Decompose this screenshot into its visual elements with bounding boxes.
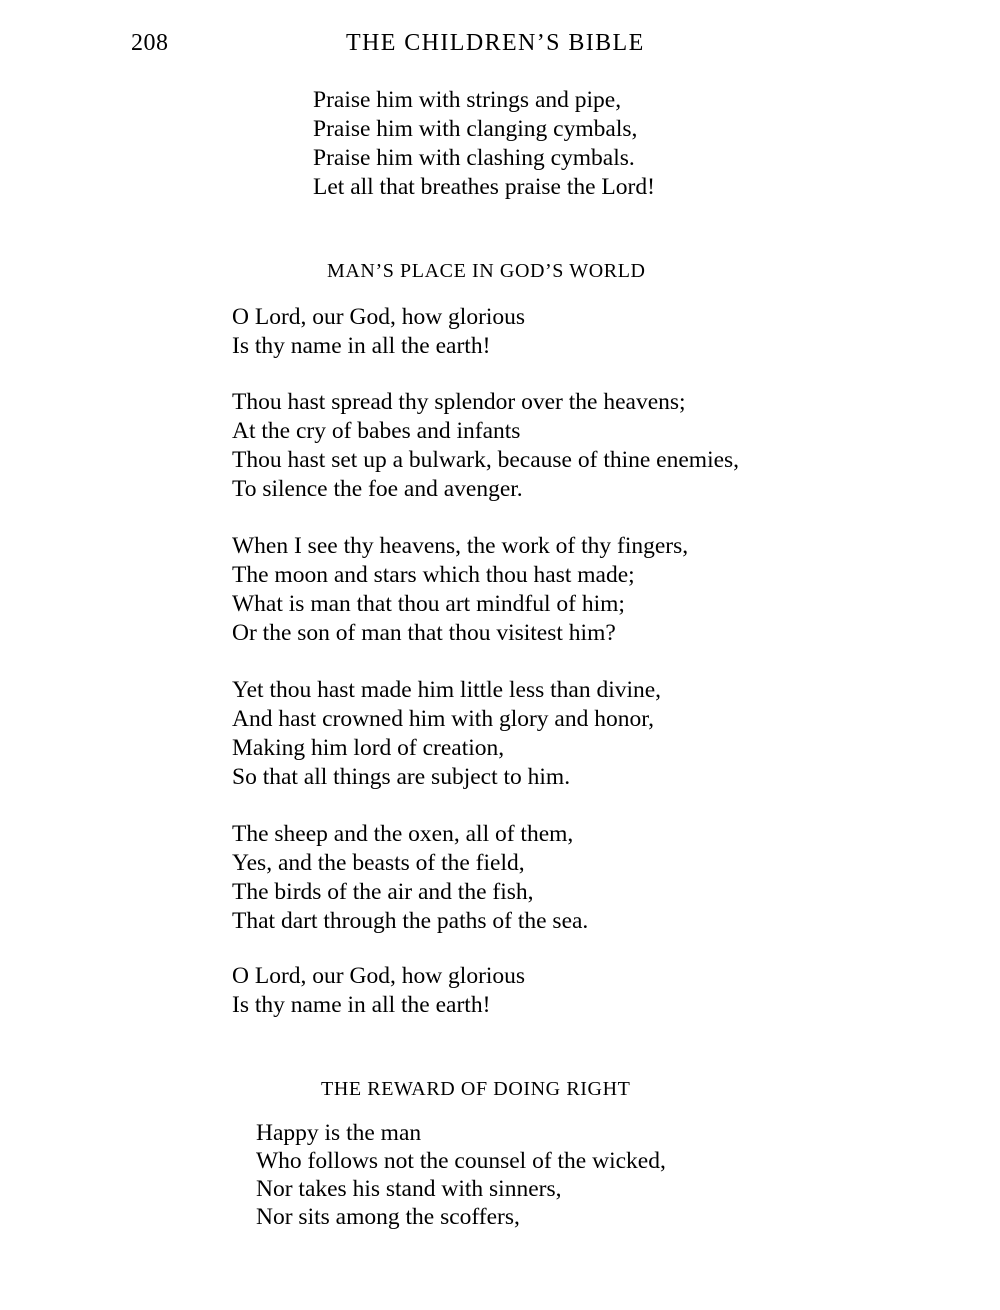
verse-line: Nor sits among the scoffers, — [256, 1204, 520, 1230]
verse-line: Praise him with clanging cymbals, — [313, 116, 638, 142]
verse-line: Or the son of man that thou visitest him? — [232, 620, 616, 646]
verse-line: Who follows not the counsel of the wicked, — [256, 1148, 666, 1174]
running-title: THE CHILDREN’S BIBLE — [346, 30, 645, 56]
stanza — [256, 1119, 666, 1231]
verse-line: The sheep and the oxen, all of them, — [232, 821, 574, 847]
stanza — [232, 303, 525, 361]
verse-line: Let all that breathes praise the Lord! — [313, 174, 655, 200]
verse-line: The moon and stars which thou hast made; — [232, 562, 635, 588]
verse-line: Praise him with strings and pipe, — [313, 87, 622, 113]
verse-line: Praise him with clashing cymbals. — [313, 145, 635, 171]
verse-line: That dart through the paths of the sea. — [232, 908, 589, 934]
verse-line: Thou hast spread thy splendor over the heavens; — [232, 389, 686, 415]
stanza — [232, 388, 739, 504]
psalm-ending — [313, 86, 655, 202]
verse-line: So that all things are subject to him. — [232, 764, 571, 790]
verse-line: O Lord, our God, how glorious — [232, 963, 526, 989]
verse-line: Nor takes his stand with sinners, — [256, 1176, 562, 1202]
stanza — [232, 820, 588, 936]
verse-line: To silence the foe and avenger. — [232, 476, 523, 502]
verse-line: Making him lord of creation, — [232, 735, 505, 761]
section-heading-reward: THE REWARD OF DOING RIGHT — [321, 1078, 631, 1100]
stanza — [232, 676, 661, 792]
verse-line: Yes, and the beasts of the field, — [232, 850, 525, 876]
verse-line: The birds of the air and the fish, — [232, 879, 534, 905]
stanza — [232, 532, 688, 648]
verse-line: Thou hast set up a bulwark, because of thine enemies, — [232, 447, 740, 473]
stanza — [232, 962, 525, 1020]
verse-line: Is thy name in all the earth! — [232, 992, 491, 1018]
section-heading-mans-place: MAN’S PLACE IN GOD’S WORLD — [327, 260, 646, 282]
verse-line: O Lord, our God, how glorious — [232, 304, 526, 330]
verse-line: What is man that thou art mindful of him; — [232, 591, 625, 617]
verse-line: Happy is the man — [256, 1120, 422, 1146]
verse-line: Yet thou hast made him little less than divine, — [232, 677, 662, 703]
verse-line: When I see thy heavens, the work of thy fingers, — [232, 533, 689, 559]
verse-line: Is thy name in all the earth! — [232, 333, 491, 359]
verse-line: And hast crowned him with glory and honor, — [232, 706, 654, 732]
verse-line: At the cry of babes and infants — [232, 418, 521, 444]
page-number: 208 — [131, 30, 169, 56]
